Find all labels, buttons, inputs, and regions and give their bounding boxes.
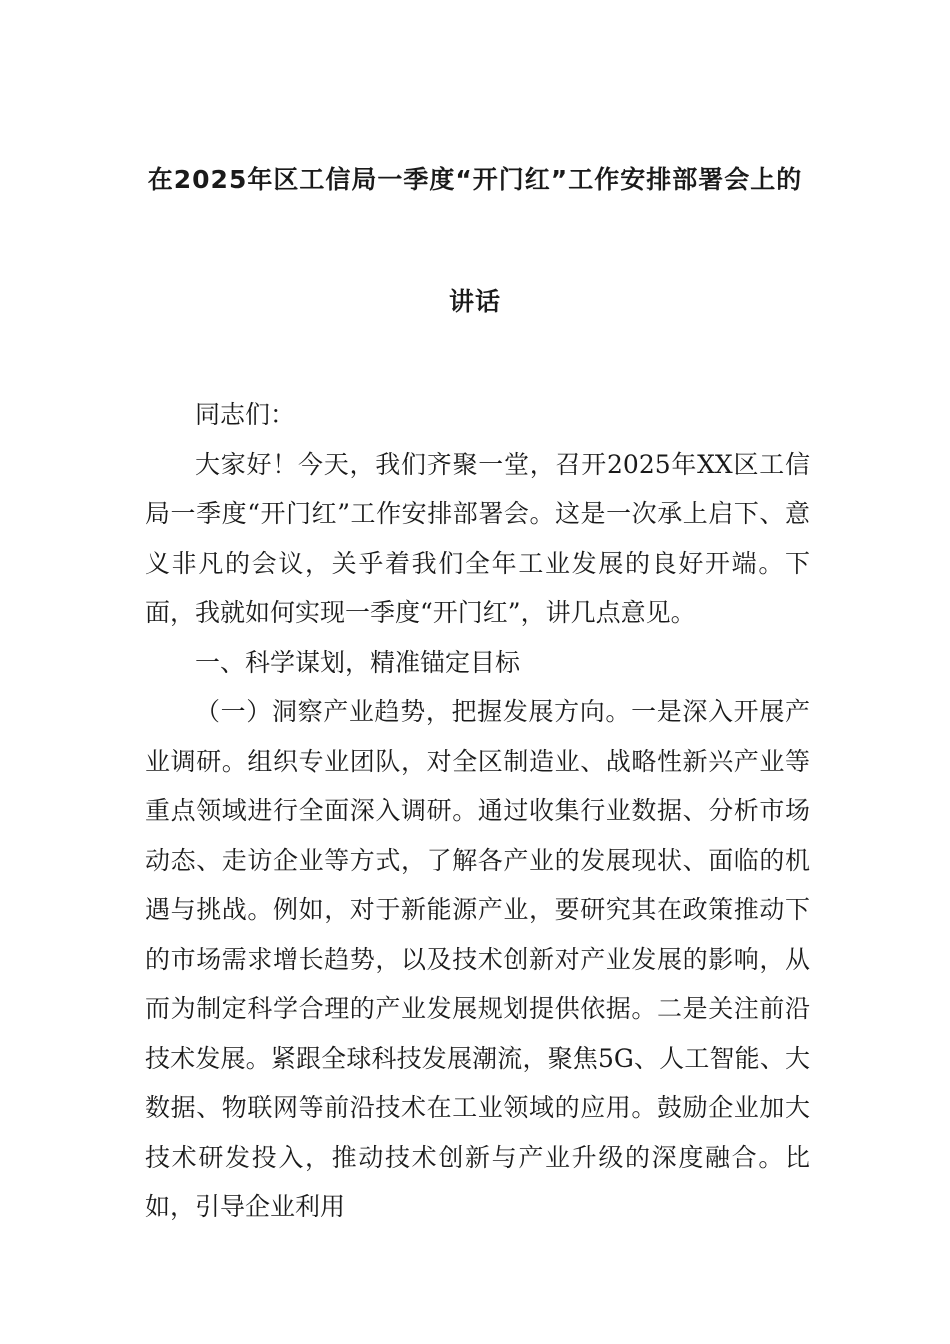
body-paragraph-subsection-1: （一）洞察产业趋势，把握发展方向。一是深入开展产业调研。组织专业团队，对全区制造业、战略性新兴产业等重点领域进行全面深入调研。通过收集行业数据、分析市场动态、走访企业等方式，了解各产业的发展现状、面临的机遇与挑战。例如，对于新能源产业，要研究其在政策推动下的市场需求增长趋势，以及技术创新对产业发展的影响，从而为制定科学合理的产业发展规划提供依据。二是关注前沿技术发展。紧跟全球科技发展潮流，聚焦5G、人工智能、大数据、物联网等前沿技术在工业领域的应用。鼓励企业加大技术研发投入，推动技术创新与产业升级的深度融合。比如，引导企业利用 xyxy=(145,697,810,1221)
section-heading-1: 一、科学谋划，精准锚定目标 xyxy=(195,647,521,677)
document-title-line-2: 讲话 xyxy=(448,287,501,316)
document-title-line-1: 在2025年区工信局一季度“开门红”工作安排部署会上的 xyxy=(147,165,803,194)
body-paragraph-opening: 大家好！今天，我们齐聚一堂，召开2025年XX区工信局一季度“开门红”工作安排部署会。这是一次承上启下、意义非凡的会议，关乎着我们全年工业发展的良好开端。下面，我就如何实现一季度“开门红”，讲几点意见。 xyxy=(145,449,810,627)
salutation: 同志们： xyxy=(195,400,296,429)
document-body xyxy=(145,390,810,1232)
